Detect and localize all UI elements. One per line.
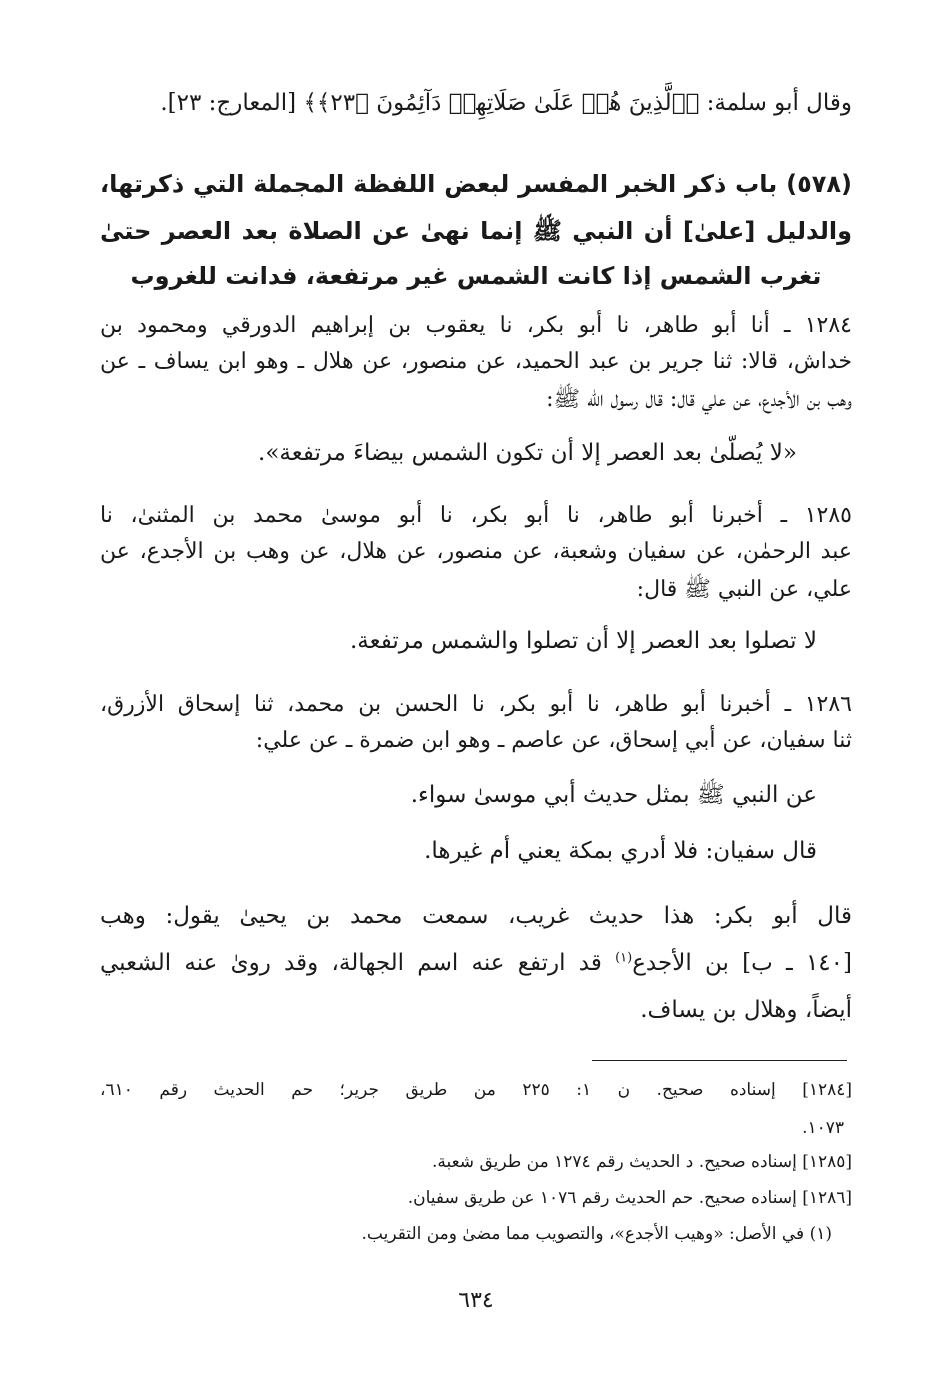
footnote-1284-line-2: ١٠٧٣.	[802, 1118, 844, 1138]
closing-line-2-end: قد ارتفع عنه اسم الجهالة، وقد روىٰ عنه الشعبي	[100, 950, 616, 976]
footnote-marker: (١)	[615, 950, 633, 966]
hadith-1285-line-2: عبد الرحمٰن، عن سفيان وشعبة، عن منصور، عن هلال، عن وهب بن الأجدع، عن	[100, 539, 852, 564]
hadith-1284-line-1: ١٢٨٤ ـ أنا أبو طاهر، نا أبو بكر، نا يعقوب بن إبراهيم الدورقي ومحمود بن	[100, 313, 852, 338]
chapter-heading-line-3: تغرب الشمس إذا كانت الشمس غير مرتفعة، فدانت للغروب	[130, 262, 822, 290]
footnote-note-1: (١) في الأصل: «وهيب الأجدع»، والتصويب مما مضىٰ ومن التقريب.	[361, 1224, 832, 1244]
closing-line-3: أيضاً، وهلال بن يساف.	[640, 997, 852, 1023]
hadith-1285-line-1: ١٢٨٥ ـ أخبرنا أبو طاهر، نا أبو بكر، نا أبو موسىٰ محمد بن المثنىٰ، نا	[100, 503, 852, 528]
closing-line-1: قال أبو بكر: هذا حديث غريب، سمعت محمد بن يحيىٰ يقول: وهب	[100, 903, 852, 929]
quran-quote-line: وقال أبو سلمة: ﴿ٱلَّذِينَ هُمۡ عَلَىٰ صَلَاتِهِمۡ دَآئِمُونَ ﴿٢٣﴾﴾ [المعارج: ٢٣].	[160, 90, 852, 116]
hadith-1285-text: لا تصلوا بعد العصر إلا أن تصلوا والشمس مرتفعة.	[350, 628, 817, 654]
hadith-1286-text-1: عن النبي ﷺ بمثل حديث أبي موسىٰ سواء.	[410, 782, 817, 808]
chapter-heading-line-1: (٥٧٨) باب ذكر الخبر المفسر لبعض اللفظة المجملة التي ذكرتها،	[100, 170, 852, 198]
closing-line-2-start: [١٤٠ ـ ب] بن الأجدع	[632, 950, 852, 976]
footnote-1285: [١٢٨٥] إسناده صحيح. د الحديث رقم ١٢٧٤ من طريق شعبة.	[431, 1152, 852, 1172]
hadith-1285-line-3: علي، عن النبي ﷺ قال:	[636, 577, 852, 602]
hadith-1286-line-1: ١٢٨٦ ـ أخبرنا أبو طاهر، نا أبو بكر، نا الحسن بن محمد، ثنا إسحاق الأزرق،	[100, 692, 852, 717]
hadith-1284-text: «لا يُصلّىٰ بعد العصر إلا أن تكون الشمس بيضاءَ مرتفعة».	[258, 440, 797, 466]
footnote-1284-line-1: [١٢٨٤] إسناده صحيح. ن ١: ٢٢٥ من طريق جرير؛ حم الحديث رقم ٦١٠،	[100, 1080, 852, 1100]
hadith-1284-line-2: خداش، قالا: ثنا جرير بن عبد الحميد، عن منصور، عن هلال ـ وهو ابن يساف ـ عن	[100, 349, 852, 374]
chapter-heading-line-2: والدليل [علىٰ] أن النبي ﷺ إنما نهىٰ عن الصلاة بعد العصر حتىٰ	[100, 217, 852, 245]
footnote-1286: [١٢٨٦] إسناده صحيح. حم الحديث رقم ١٠٧٦ عن طريق سفيان.	[407, 1188, 852, 1208]
footnote-divider	[592, 1060, 847, 1061]
page-number: ٦٣٤	[458, 1288, 494, 1313]
closing-line-2	[100, 950, 852, 976]
hadith-1286-text-2: قال سفيان: فلا أدري بمكة يعني أم غيرها.	[424, 838, 817, 864]
hadith-1286-line-2: ثنا سفيان، عن أبي إسحاق، عن عاصم ـ وهو ابن ضمرة ـ عن علي:	[255, 728, 852, 753]
hadith-1284-line-3: وهب بن الأجدع، عن علي قال: قال رسول الله ﷺ:	[546, 387, 852, 412]
